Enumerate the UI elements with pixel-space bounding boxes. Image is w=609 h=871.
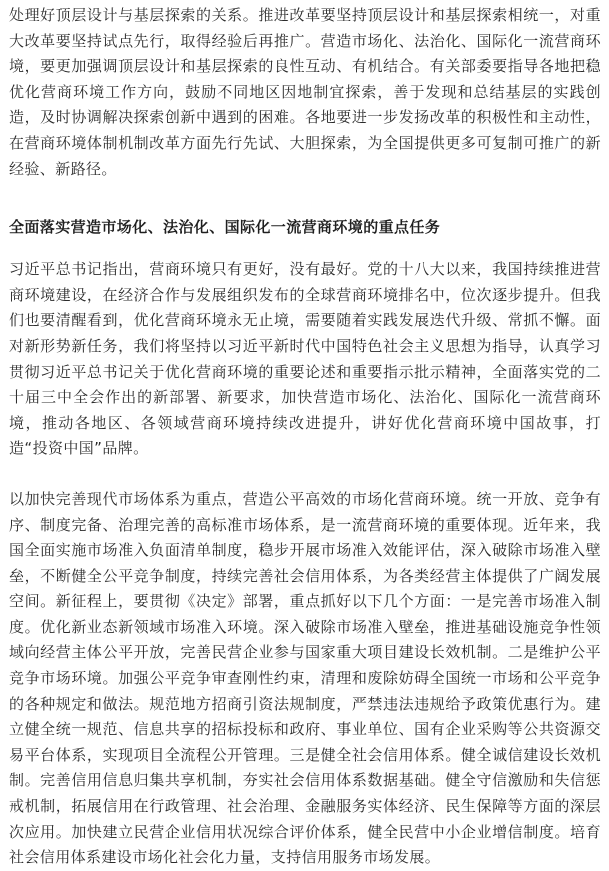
article-body [9,0,601,871]
section-heading: 全面落实营造市场化、法治化、国际化一流营商环境的重点任务 [9,218,441,237]
paragraph-business-environment: 习近平总书记指出，营商环境只有更好，没有最好。党的十八大以来，我国持续推进营商环境建设，在经济合作与发展组织发布的全球营商环境排名中，位次逐步提升。但我们也要清醒看到，优化营商环境永无止境，需要随着实践发展迭代升级、常抓不懈。面对新形势新任务，我们将坚持以习近平新时代中国特色社会主义思想为指导，认真学习贯彻习近平总书记关于优化营商环境的重要论述和重要指示批示精神，全面落实党的二十届三中全会作出的新部署、新要求，加快营造市场化、法治化、国际化一流营商环境，推动各地区、各领域营商环境持续改进提升，讲好优化营商环境中国故事，打造“投资中国”品牌。 [9,260,601,458]
paragraph-market-system: 以加快完善现代市场体系为重点，营造公平高效的市场化营商环境。统一开放、竞争有序、制度完备、治理完善的高标准市场体系，是一流营商环境的重要体现。近年来，我国全面实施市场准入负面清单制度，稳步开展市场准入效能评估，深入破除市场准入壁垒，不断健全公平竞争制度，持续完善社会信用体系，为各类经营主体提供了广阔发展空间。新征程上，要贯彻《决定》部署，重点抓好以下几个方面：一是完善市场准入制度。优化新业态新领域市场准入环境。深入破除市场准入壁垒，推进基础设施竞争性领域向经营主体公平开放，完善民营企业参与国家重大项目建设长效机制。二是维护公平竞争市场环境。加强公平竞争审查刚性约束，清理和废除妨碍全国统一市场和公平竞争的各种规定和做法。规范地方招商引资法规制度，严禁违法违规给予政策优惠行为。建立健全统一规范、信息共享的招标投标和政府、事业单位、国有企业采购等公共资源交易平台体系，实现项目全流程公开管理。三是健全社会信用体系。健全诚信建设长效机制。完善信用信息归集共享机制，夯实社会信用体系数据基础。健全守信激励和失信惩戒机制，拓展信用在行政管理、社会治理、金融服务实体经济、民生保障等方面的深层次应用。加快建立民营企业信用状况综合评价体系，健全民营中小企业增信制度。培育社会信用体系建设市场化社会化力量，支持信用服务市场发展。 [9,489,601,867]
paragraph-top-level-design: 处理好顶层设计与基层探索的关系。推进改革要坚持顶层设计和基层探索相统一，对重大改革要坚持试点先行，取得经验后再推广。营造市场化、法治化、国际化一流营商环境，要更加强调顶层设计和基层探索的良性互动、有机结合。有关部委要指导各地把稳优化营商环境工作方向，鼓励不同地区因地制宜探索，善于发现和总结基层的实践创造，及时协调解决探索创新中遇到的困难。各地要进一步发扬改革的积极性和主动性，在营商环境体制机制改革方面先行先试、大胆探索，为全国提供更多可复制可推广的新经验、新路径。 [9,6,601,178]
